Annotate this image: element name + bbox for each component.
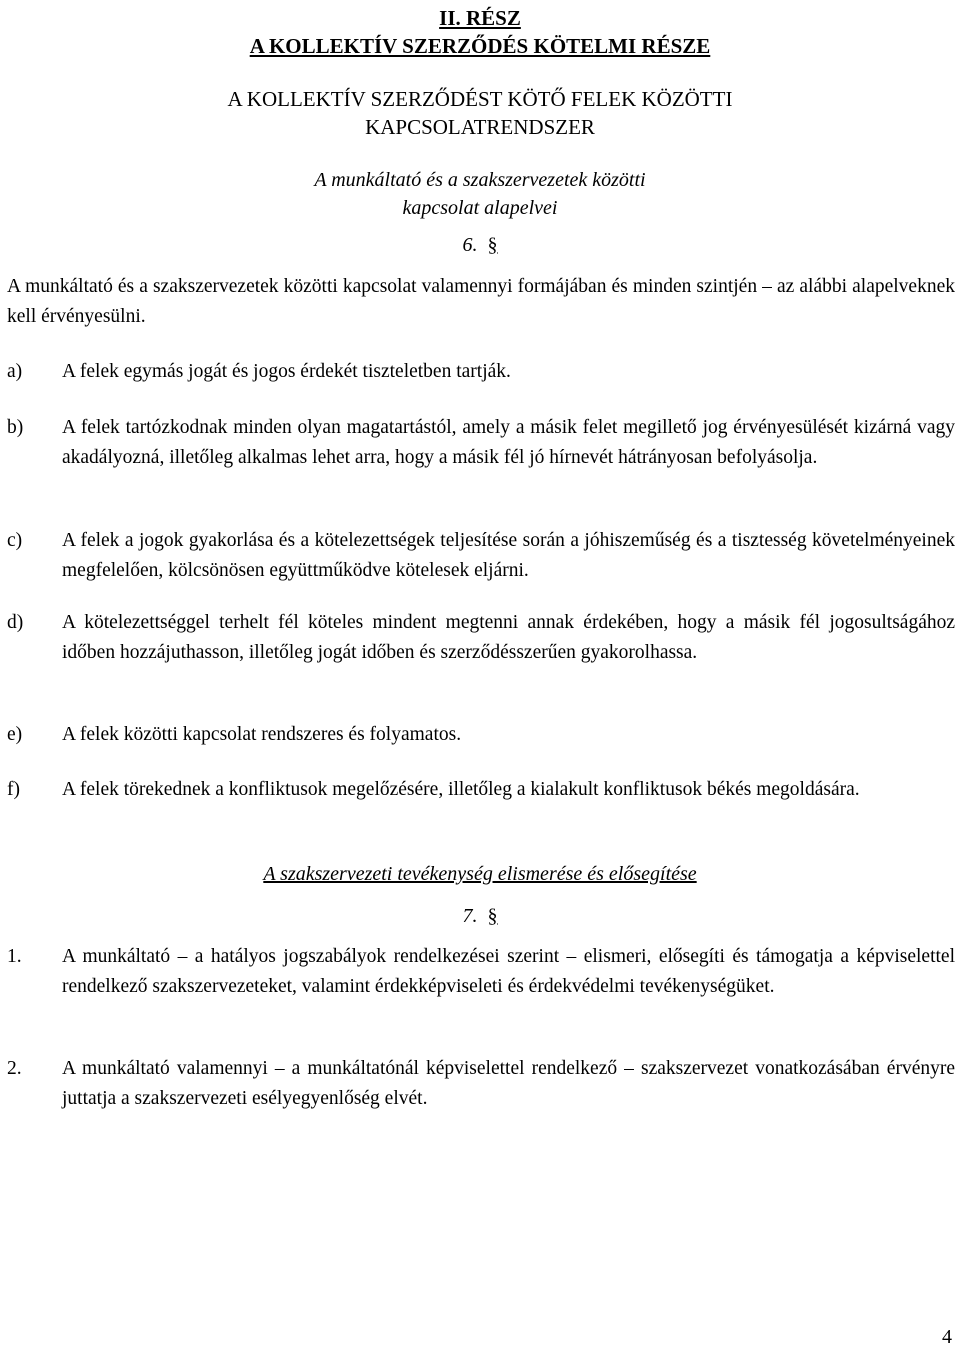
- list-item-text: A felek törekednek a konfliktusok megelőzésére, illetőleg a kialakult konfliktusok békés megoldására.: [62, 779, 860, 800]
- list-item-label: a): [7, 361, 23, 382]
- section6-intro: A munkáltató és a szakszervezetek közötti kapcsolat valamennyi formájában és minden szintjén – az alábbi alapelveknek kell érvényesülni.: [7, 276, 955, 327]
- list-item: [7, 775, 955, 805]
- list-item-text: A felek tartózkodnak minden olyan magatartástól, amely a másik felet megillető jog érvényesülését kizárná vagy akadályozná, illetőleg alkalmas lehet arra, hogy a másik fél jó hírnevét hátrányosan befolyásolja.: [62, 417, 955, 468]
- section-symbol-icon: §: [487, 905, 498, 927]
- section7-subhead: A szakszervezeti tevékenység elismerése és elősegítése: [263, 863, 697, 885]
- list-item: [7, 357, 955, 387]
- list-item-text: A munkáltató – a hatályos jogszabályok rendelkezései szerint – elismeri, elősegíti és támogatja a képviselettel rendelkező szakszervezeteket, valamint érdekképviseleti és érdekvédelmi tevékenységüket.: [62, 946, 955, 997]
- section6-subhead-line1: A munkáltató és a szakszervezetek közötti: [314, 169, 646, 191]
- part-number: II. RÉSZ: [439, 6, 521, 30]
- list-item: [7, 720, 955, 750]
- section6-number: [0, 231, 960, 259]
- list-item-label: c): [7, 530, 23, 551]
- list-item-text: A munkáltató valamennyi – a munkáltatónál képviselettel rendelkező – szakszervezet vonatkozásában érvényre juttatja a szakszervezeti esélyegyenlőség elvét.: [62, 1058, 955, 1109]
- list-item-label: b): [7, 417, 24, 438]
- list-item-text: A felek közötti kapcsolat rendszeres és folyamatos.: [62, 724, 462, 745]
- section6-subhead-line2: kapcsolat alapelvei: [402, 197, 558, 219]
- part-title: A KOLLEKTÍV SZERZŐDÉS KÖTELMI RÉSZE: [249, 34, 711, 58]
- section7-number: [0, 902, 960, 930]
- section7-number-text: 7.: [462, 905, 478, 927]
- list-item-text: A felek egymás jogát és jogos érdekét tiszteletben tartják.: [62, 361, 511, 382]
- list-item-label: 2.: [7, 1058, 22, 1079]
- list-item: [7, 526, 955, 585]
- list-item-label: f): [7, 779, 20, 800]
- list-item-label: d): [7, 612, 24, 633]
- section6-number-text: 6.: [462, 234, 478, 256]
- chapter-title-line2: KAPCSOLATRENDSZER: [365, 115, 595, 139]
- chapter-title-line1: A KOLLEKTÍV SZERZŐDÉST KÖTŐ FELEK KÖZÖTTI: [227, 87, 733, 111]
- list-item-label: 1.: [7, 946, 22, 967]
- list-item: [7, 1054, 955, 1113]
- list-item-text: A kötelezettséggel terhelt fél köteles mindent megtenni annak érdekében, hogy a másik fél jogosultságához időben hozzájuthasson, illetőleg jogát időben és szerződésszerűen gyakorolhassa.: [62, 612, 955, 663]
- list-item-label: e): [7, 724, 23, 745]
- list-item: [7, 942, 955, 1001]
- section-symbol-icon: §: [487, 234, 498, 256]
- list-item: [7, 608, 955, 667]
- page-number: 4: [942, 1326, 952, 1348]
- list-item: [7, 413, 955, 472]
- list-item-text: A felek a jogok gyakorlása és a kötelezettségek teljesítése során a jóhiszeműség és a tisztesség követelményeinek megfelelően, kölcsönösen együttműködve kötelesek eljárni.: [62, 530, 955, 581]
